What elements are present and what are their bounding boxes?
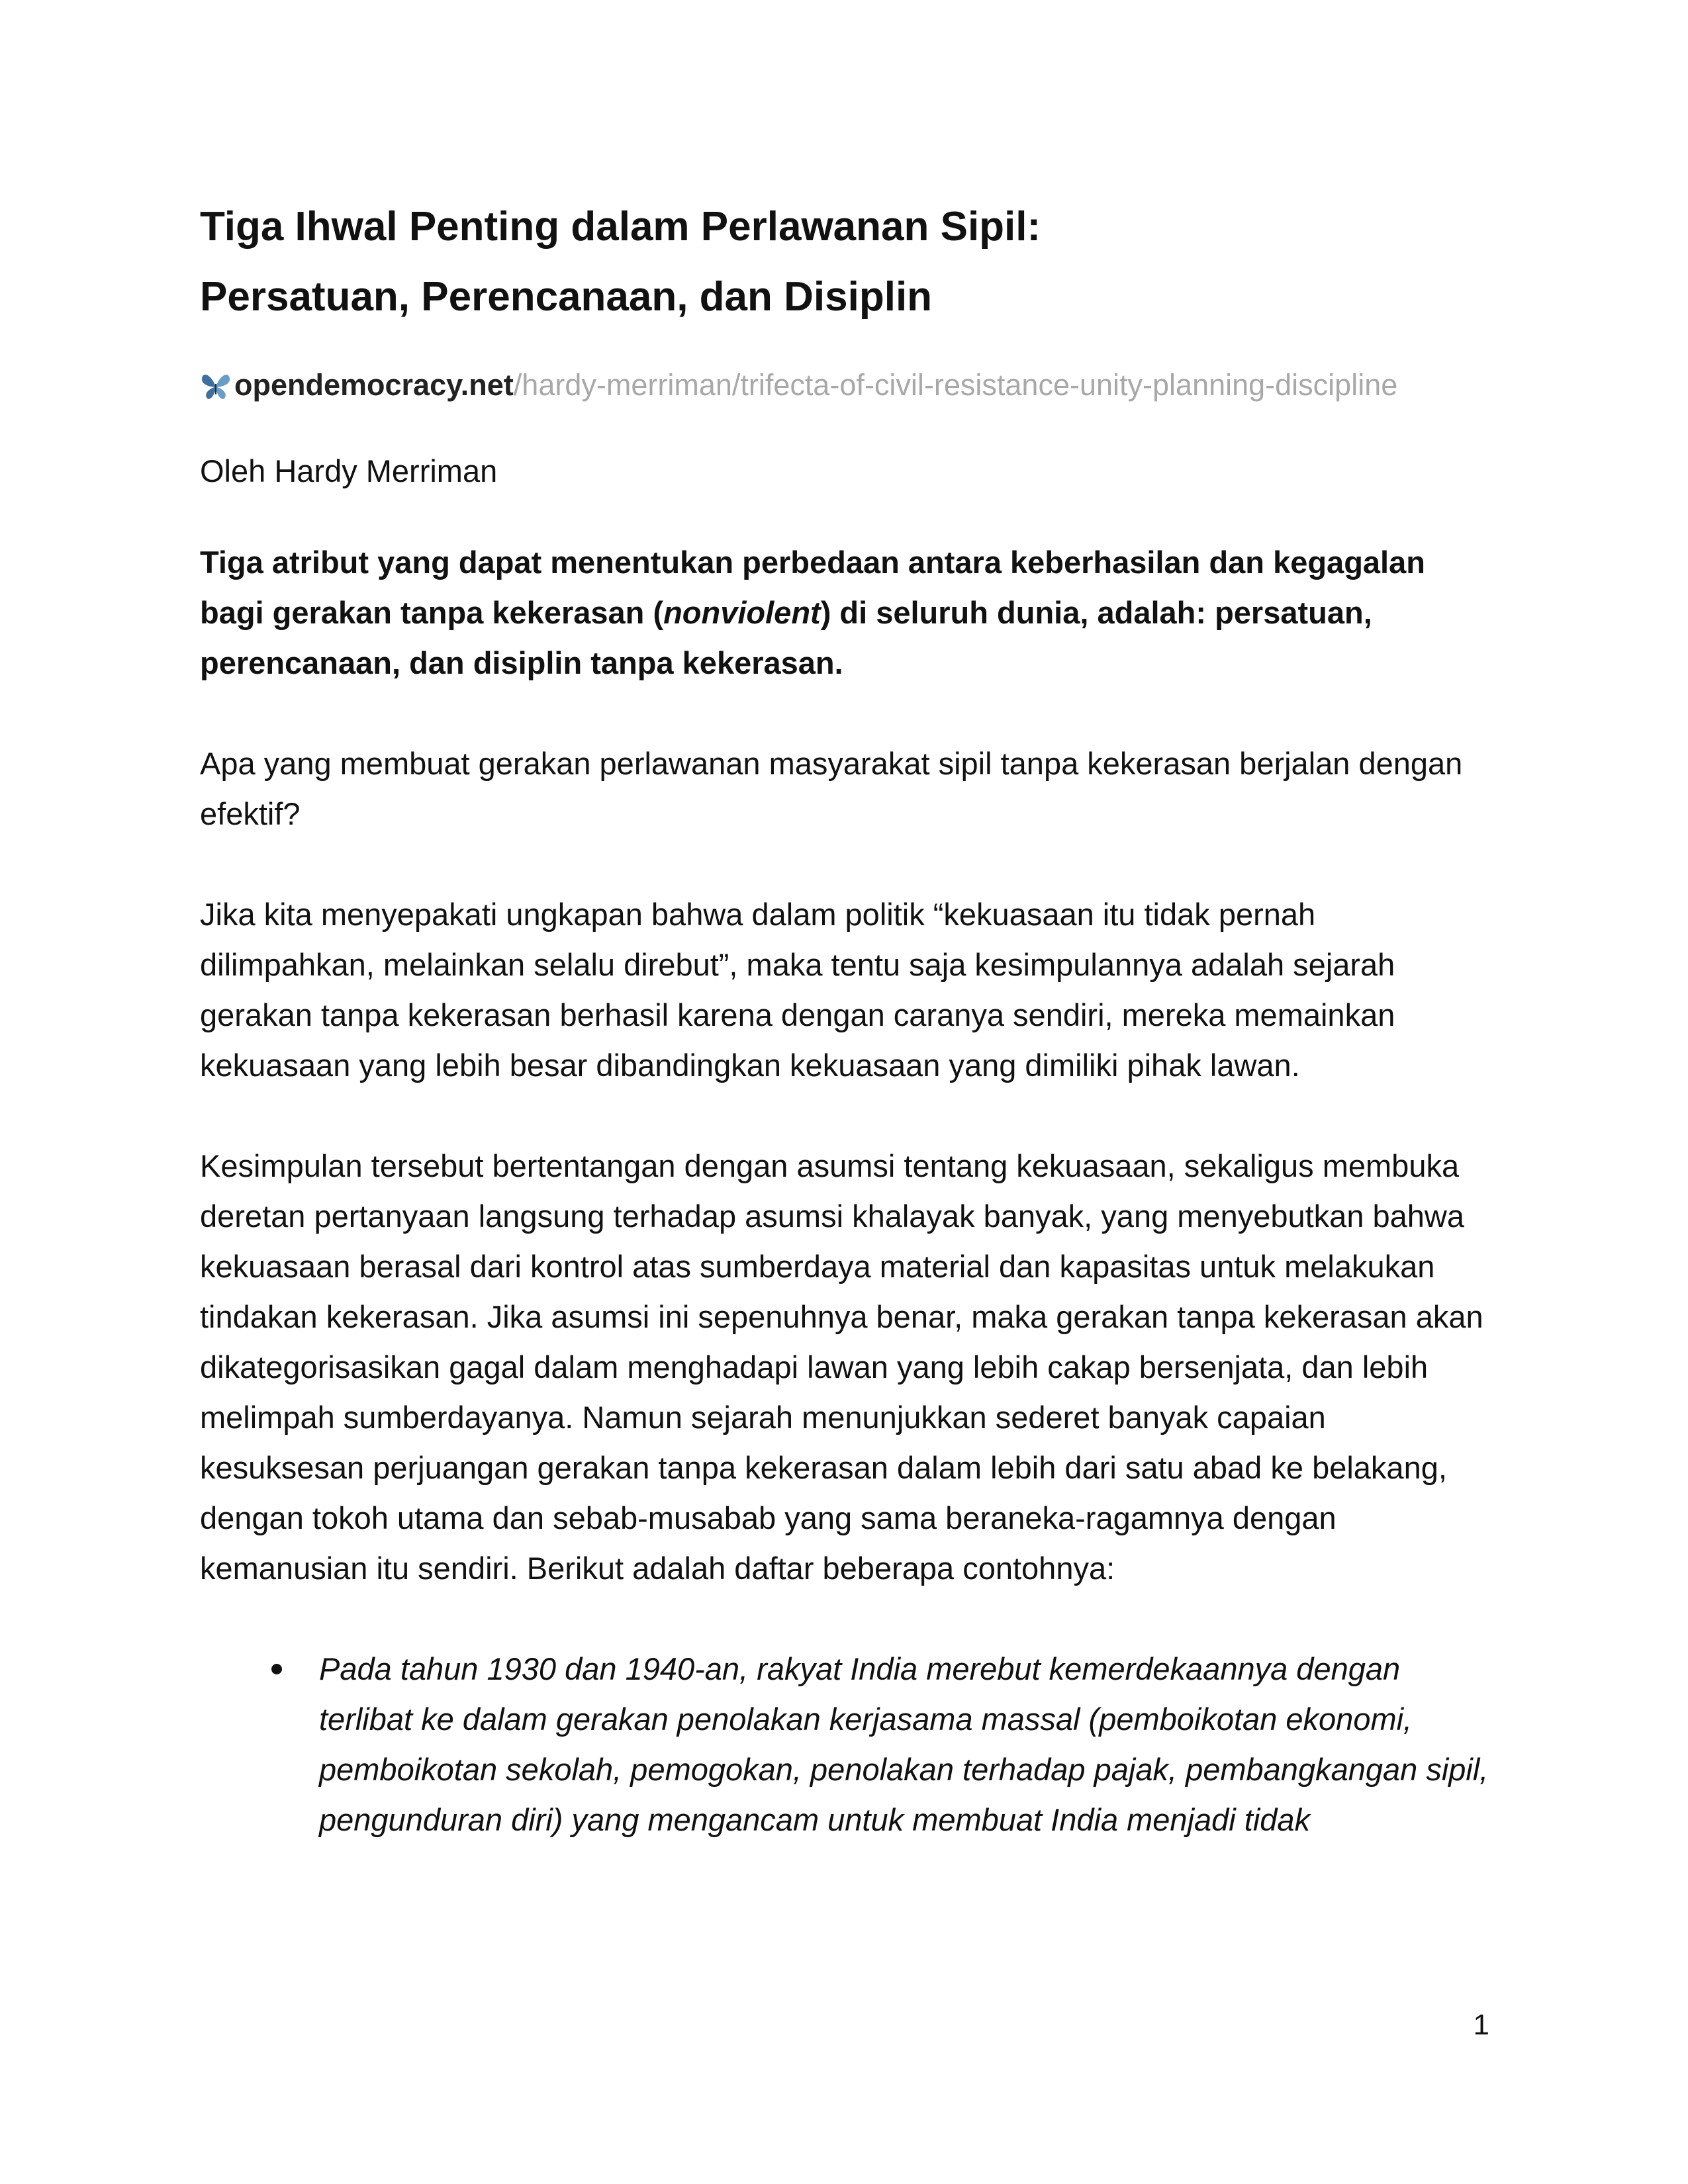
- title-line-2: Persatuan, Perencanaan, dan Disiplin: [200, 274, 933, 320]
- lead-paragraph: [200, 537, 1497, 688]
- body-paragraph: Apa yang membuat gerakan perlawanan masyarakat sipil tanpa kekerasan berjalan dengan efektif?: [200, 746, 1463, 831]
- list-item: [200, 1644, 1497, 1845]
- page-number: 1: [1473, 2009, 1489, 2041]
- source-link[interactable]: [200, 365, 1497, 405]
- bullet-icon: [271, 1664, 282, 1674]
- article-title: [200, 192, 1497, 332]
- list-item-text: Pada tahun 1930 dan 1940-an, rakyat India merebut kemerdekaannya dengan terlibat ke dalam gerakan penolakan kerjasama massal (pemboikotan ekonomi, pemboikotan sekolah, pemogokan, penolakan terhadap pajak, pembangkangan sipil, pengunduran diri) yang mengancam untuk membuat India menjadi tidak: [319, 1651, 1489, 1837]
- lead-text-emphasis: nonviolent: [663, 595, 821, 630]
- lead-text-after: ) di seluruh dunia, adalah: persatuan, perencanaan, dan disiplin tanpa kekerasan.: [200, 595, 1372, 680]
- source-domain[interactable]: opendemocracy.net: [234, 368, 514, 402]
- body-paragraph: Jika kita menyepakati ungkapan bahwa dalam politik “kekuasaan itu tidak pernah dilimpahkan, melainkan selalu direbut”, maka tentu saja kesimpulannya adalah sejarah gerakan tanpa kekerasan berhasil karena dengan caranya sendiri, mereka memainkan kekuasaan yang lebih besar dibandingkan kekuasaan yang dimiliki pihak lawan.: [200, 897, 1395, 1083]
- title-line-1: Tiga Ihwal Penting dalam Perlawanan Sipil:: [200, 204, 1041, 250]
- page-content: [200, 192, 1497, 1845]
- examples-list: [200, 1644, 1497, 1845]
- source-path[interactable]: /hardy-merriman/trifecta-of-civil-resistance-unity-planning-discipline: [513, 368, 1398, 402]
- lead-text-before: Tiga atribut yang dapat menentukan perbedaan antara keberhasilan dan kegagalan bagi gerakan tanpa kekerasan (: [200, 545, 1425, 630]
- body-paragraph: Kesimpulan tersebut bertentangan dengan asumsi tentang kekuasaan, sekaligus membuka deretan pertanyaan langsung terhadap asumsi khalayak banyak, yang menyebutkan bahwa kekuasaan berasal dari kontrol atas sumberdaya material dan kapasitas untuk melakukan tindakan kekerasan. Jika asumsi ini sepenuhnya benar, maka gerakan tanpa kekerasan akan dikategorisasikan gagal dalam menghadapi lawan yang lebih cakap bersenjata, dan lebih melimpah sumberdayanya. Namun sejarah menunjukkan sederet banyak capaian kesuksesan perjuangan gerakan tanpa kekerasan dalam lebih dari satu abad ke belakang, dengan tokoh utama dan sebab-musabab yang sama beraneka-ragamnya dengan kemanusian itu sendiri. Berikut adalah daftar beberapa contohnya:: [200, 1148, 1483, 1586]
- butterfly-icon: [200, 369, 232, 401]
- byline: Oleh Hardy Merriman: [200, 453, 498, 488]
